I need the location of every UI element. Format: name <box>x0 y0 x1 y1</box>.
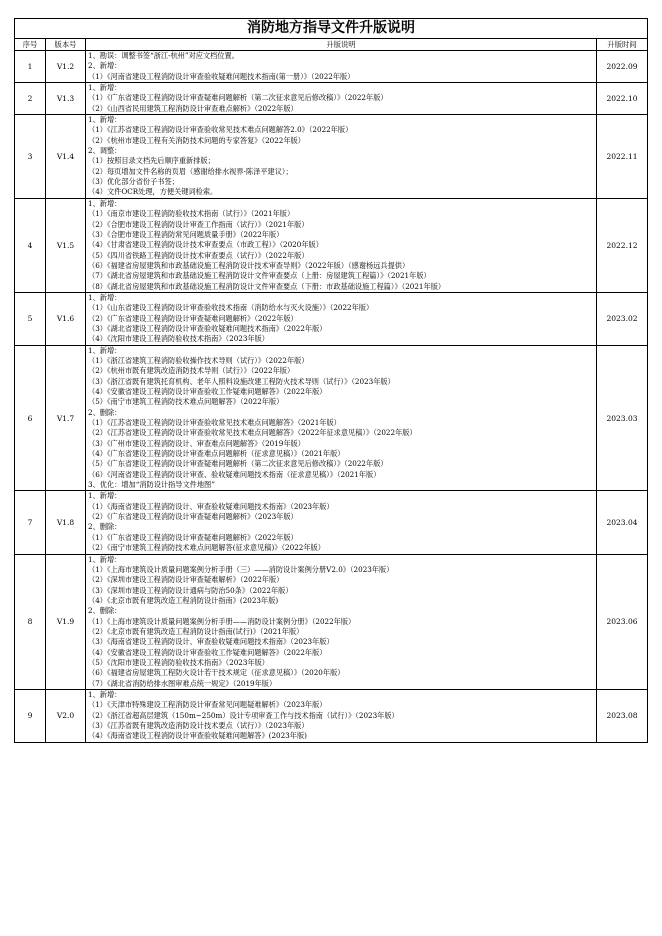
description-line: （4）《海南省建设工程消防设计审查验收疑难问题解答》(2023年版) <box>88 731 307 741</box>
row-description <box>86 554 597 689</box>
description-line: 2、新增： <box>88 61 122 71</box>
row-index: 5 <box>15 292 46 345</box>
description-line: （2）《广东省建设工程消防设计审查疑难问题解析》（2022年版） <box>88 313 298 323</box>
description-line: （1）《河南省建设工程消防设计审查验收疑难问题技术指南(第一册）》（2022年版） <box>88 71 355 81</box>
header-date: 升版时间 <box>597 39 648 51</box>
header-description: 升版说明 <box>86 39 597 51</box>
description-line: （1）《山东省建设工程消防设计审查验收技术指南（消防给水与灭火设施）》（2022年版） <box>88 303 374 313</box>
description-line: （5）《南宁市建筑工程消防技术难点问题解答》（2022年版） <box>88 397 284 407</box>
description-line: （4）《北京市既有建筑改造工程消防设计指南》(2023年版) <box>88 595 279 605</box>
description-line: 2、删除： <box>88 522 122 532</box>
row-description <box>86 689 597 742</box>
description-line: （1）《江苏省建设工程消防设计审查验收常见技术难点问题解答2.0》（2022年版） <box>88 125 353 135</box>
description-line: （3）《湖北省建设工程消防设计审查验收疑难问题技术指南》（2022年版） <box>88 323 327 333</box>
row-date: 2023.04 <box>597 491 648 554</box>
table-row <box>15 198 648 292</box>
row-date: 2022.09 <box>597 51 648 83</box>
description-line: （5）《广东省建设工程消防设计审查疑难问题解析（第二次征求意见后修改稿）》（2022年版） <box>88 459 388 469</box>
description-line: （3）《海南省建设工程消防设计、审查验收疑难问题技术指南》（2023年版） <box>88 637 334 647</box>
description-line: （2）《合肥市建设工程消防设计审查工作指南（试行）》（2021年版） <box>88 219 309 229</box>
description-line: 2、删除： <box>88 606 122 616</box>
row-date: 2023.02 <box>597 292 648 345</box>
description-line: 3、优化：增加“消防设计指导文件地图” <box>88 480 215 490</box>
row-index: 9 <box>15 689 46 742</box>
table-row <box>15 689 648 742</box>
description-line: 1、新增： <box>88 491 122 501</box>
row-description <box>86 51 597 83</box>
description-line: （1）《江苏省建设工程消防设计审查验收常见技术难点问题解答》（2021年版） <box>88 418 341 428</box>
table-row <box>15 83 648 115</box>
description-line: （1）《海南省建设工程消防设计、审查验收疑难问题技术指南》（2023年版） <box>88 501 334 511</box>
description-line: （2）《江苏省建设工程消防设计审查验收常见技术难点问题解答》（2022年征求意见稿）》（2022年版） <box>88 428 417 438</box>
description-line: （3）《合肥市建设工程消防常见问题质量手册》（2022年版） <box>88 229 284 239</box>
row-version: V1.3 <box>46 83 86 115</box>
description-line: （5）《沈阳市建设工程消防验收技术指南》（2023年版） <box>88 657 269 667</box>
description-line: （1）《广东省建设工程消防设计审查疑难问题解析（第二次征求意见后修改稿）》（2022年版） <box>88 93 388 103</box>
description-line: （3）优化部分省份子书签； <box>88 177 179 187</box>
description-line: （3）《深圳市建设工程消防设计通病与防治50条》（2022年版） <box>88 585 293 595</box>
row-description <box>86 292 597 345</box>
description-line: 1、新增： <box>88 554 122 564</box>
row-date: 2022.10 <box>597 83 648 115</box>
description-line: （2）每页增加文件名称的页眉（感谢给排水视界-陈泽平建议）； <box>88 166 293 176</box>
table-header <box>15 39 648 51</box>
description-line: （2）《广东省建设工程消防设计审查疑难问题解析》（2023年版） <box>88 512 298 522</box>
description-line: （2）《深圳市建设工程消防设计审查疑难解析》（2022年版） <box>88 575 284 585</box>
description-line: 1、勘误：调整书签“浙江-杭州”对应文档位置。 <box>88 51 239 60</box>
row-version: V1.5 <box>46 198 86 292</box>
description-line: 1、新增： <box>88 115 122 125</box>
description-line: 1、新增： <box>88 292 122 302</box>
row-index: 1 <box>15 51 46 83</box>
table-row <box>15 345 648 491</box>
description-line: 1、新增： <box>88 689 122 699</box>
page-title: 消防地方指导文件升版说明 <box>15 19 648 39</box>
description-line: （7）《湖北省消防给排水图审难点统一规定》（2019年版） <box>88 678 277 688</box>
revision-sheet <box>14 18 647 743</box>
revision-table <box>14 18 648 743</box>
row-description <box>86 198 597 292</box>
description-line: （6）《福建省房屋建筑和市政基础设施工程消防设计技术审查导则》（2022年版）（感谢杨远兵提供） <box>88 260 410 270</box>
description-line: （2）《杭州市既有建筑改造消防技术导则（试行）》（2022年版） <box>88 366 295 376</box>
row-version: V1.4 <box>46 115 86 199</box>
description-line: （4）《甘肃省建设工程消防设计技术审查要点（市政工程）》（2020年版） <box>88 240 323 250</box>
description-line: （4）《安徽省建设工程消防设计审查验收工作疑难问题解答》（2022年版） <box>88 387 327 396</box>
description-line: 1、新增： <box>88 198 122 208</box>
table-row <box>15 292 648 345</box>
row-index: 3 <box>15 115 46 199</box>
row-index: 8 <box>15 554 46 689</box>
header-version: 版本号 <box>46 39 86 51</box>
description-line: （4）《安徽省建设工程消防设计审查验收工作疑难问题解答》（2022年版） <box>88 647 327 657</box>
row-version: V1.8 <box>46 491 86 554</box>
table-row <box>15 115 648 199</box>
description-line: 1、新增： <box>88 83 122 93</box>
row-index: 6 <box>15 345 46 491</box>
table-row <box>15 491 648 554</box>
description-line: （6）《福建省房屋建筑工程防火设计若干技术规定（征求意见稿）》（2020年版） <box>88 668 345 678</box>
description-line: （2）《杭州市建设工程有关消防技术问题的专家答复》（2022年版） <box>88 135 305 145</box>
description-line: （1）《浙江省建筑工程消防验收操作技术导则（试行）》（2022年版） <box>88 355 309 365</box>
row-version: V1.2 <box>46 51 86 83</box>
description-line: （6）《河南省建设工程消防设计审查、验收疑难问题技术指南（征求意见稿）》（2021年版） <box>88 469 381 479</box>
description-line: （2）《浙江省超高层建筑（150m~250m）设计专项审查工作与技术指南（试行）》（2023年版） <box>88 710 399 720</box>
description-line: 2、删除： <box>88 407 122 417</box>
row-index: 2 <box>15 83 46 115</box>
row-date: 2023.06 <box>597 554 648 689</box>
description-line: 1、新增： <box>88 345 122 355</box>
row-date: 2023.03 <box>597 345 648 491</box>
description-line: （4）《广东省建设工程消防设计审查难点问题解析（征求意见稿）》（2021年版） <box>88 449 345 459</box>
description-line: （4）《沈阳市建设工程消防验收技术指南》（2023年版） <box>88 334 269 344</box>
description-line: （3）《广州市建设工程消防设计、审查难点问题解答》（2019年版） <box>88 438 305 448</box>
description-line: （3）《江苏省既有建筑改造消防设计技术要点（试行）》（2023年版） <box>88 721 309 730</box>
table-row <box>15 51 648 83</box>
row-index: 4 <box>15 198 46 292</box>
description-line: （5）《四川省铁路工程消防设计技术审查要点（试行）》（2022年版） <box>88 250 309 260</box>
row-description <box>86 491 597 554</box>
description-line: （2）《北京市既有建筑改造工程消防设计指南(试行)》（2021年版） <box>88 626 304 636</box>
description-line: （3）《浙江省既有建筑托育机构、老年人照料设施改建工程防火技术导则（试行）》（2023年版） <box>88 376 395 386</box>
description-line: （1）《天津市特殊建设工程消防设计审查常见问题疑难解析》（2023年版） <box>88 700 327 710</box>
description-line: （4）文件OCR处理，方便关键词检索。 <box>88 187 218 197</box>
description-line: （1）《上海市建筑设计质量问题案例分析手册——消防设计案例分册》（2022年版） <box>88 616 356 626</box>
row-version: V1.9 <box>46 554 86 689</box>
description-line: （2）《山西省民用建筑工程消防设计审查难点解析》（2022年版） <box>88 103 298 113</box>
description-line: （1）《南京市建设工程消防验收技术指南（试行）》（2021年版） <box>88 209 295 219</box>
description-line: 2、调整： <box>88 146 122 156</box>
description-line: （2）《南宁市建筑工程消防技术难点问题解答(征求意见稿)》（2022年版） <box>88 543 325 553</box>
row-description <box>86 83 597 115</box>
row-date: 2022.11 <box>597 115 648 199</box>
row-version: V2.0 <box>46 689 86 742</box>
description-line: （1）《广东省建设工程消防设计审查疑难问题解析》（2022年版） <box>88 532 298 542</box>
row-version: V1.6 <box>46 292 86 345</box>
row-date: 2022.12 <box>597 198 648 292</box>
description-line: （1）按照目录文档先后顺序重新排版； <box>88 156 215 166</box>
row-version: V1.7 <box>46 345 86 491</box>
row-description <box>86 115 597 199</box>
description-line: （7）《湖北省房屋建筑和市政基础设施工程消防设计文件审查要点（上册：房屋建筑工程篇）》（2021年版） <box>88 271 431 281</box>
description-line: （1）《上海市建筑设计质量问题案例分析手册（三）——消防设计案例分册V2.0》（2023年版） <box>88 564 394 574</box>
header-index: 序号 <box>15 39 46 51</box>
row-index: 7 <box>15 491 46 554</box>
row-date: 2023.08 <box>597 689 648 742</box>
description-line: （8）《湖北省房屋建筑和市政基础设施工程消防设计文件审查要点（下册：市政基础设施工程篇）》（2021年版） <box>88 281 446 291</box>
table-row <box>15 554 648 689</box>
row-description <box>86 345 597 491</box>
